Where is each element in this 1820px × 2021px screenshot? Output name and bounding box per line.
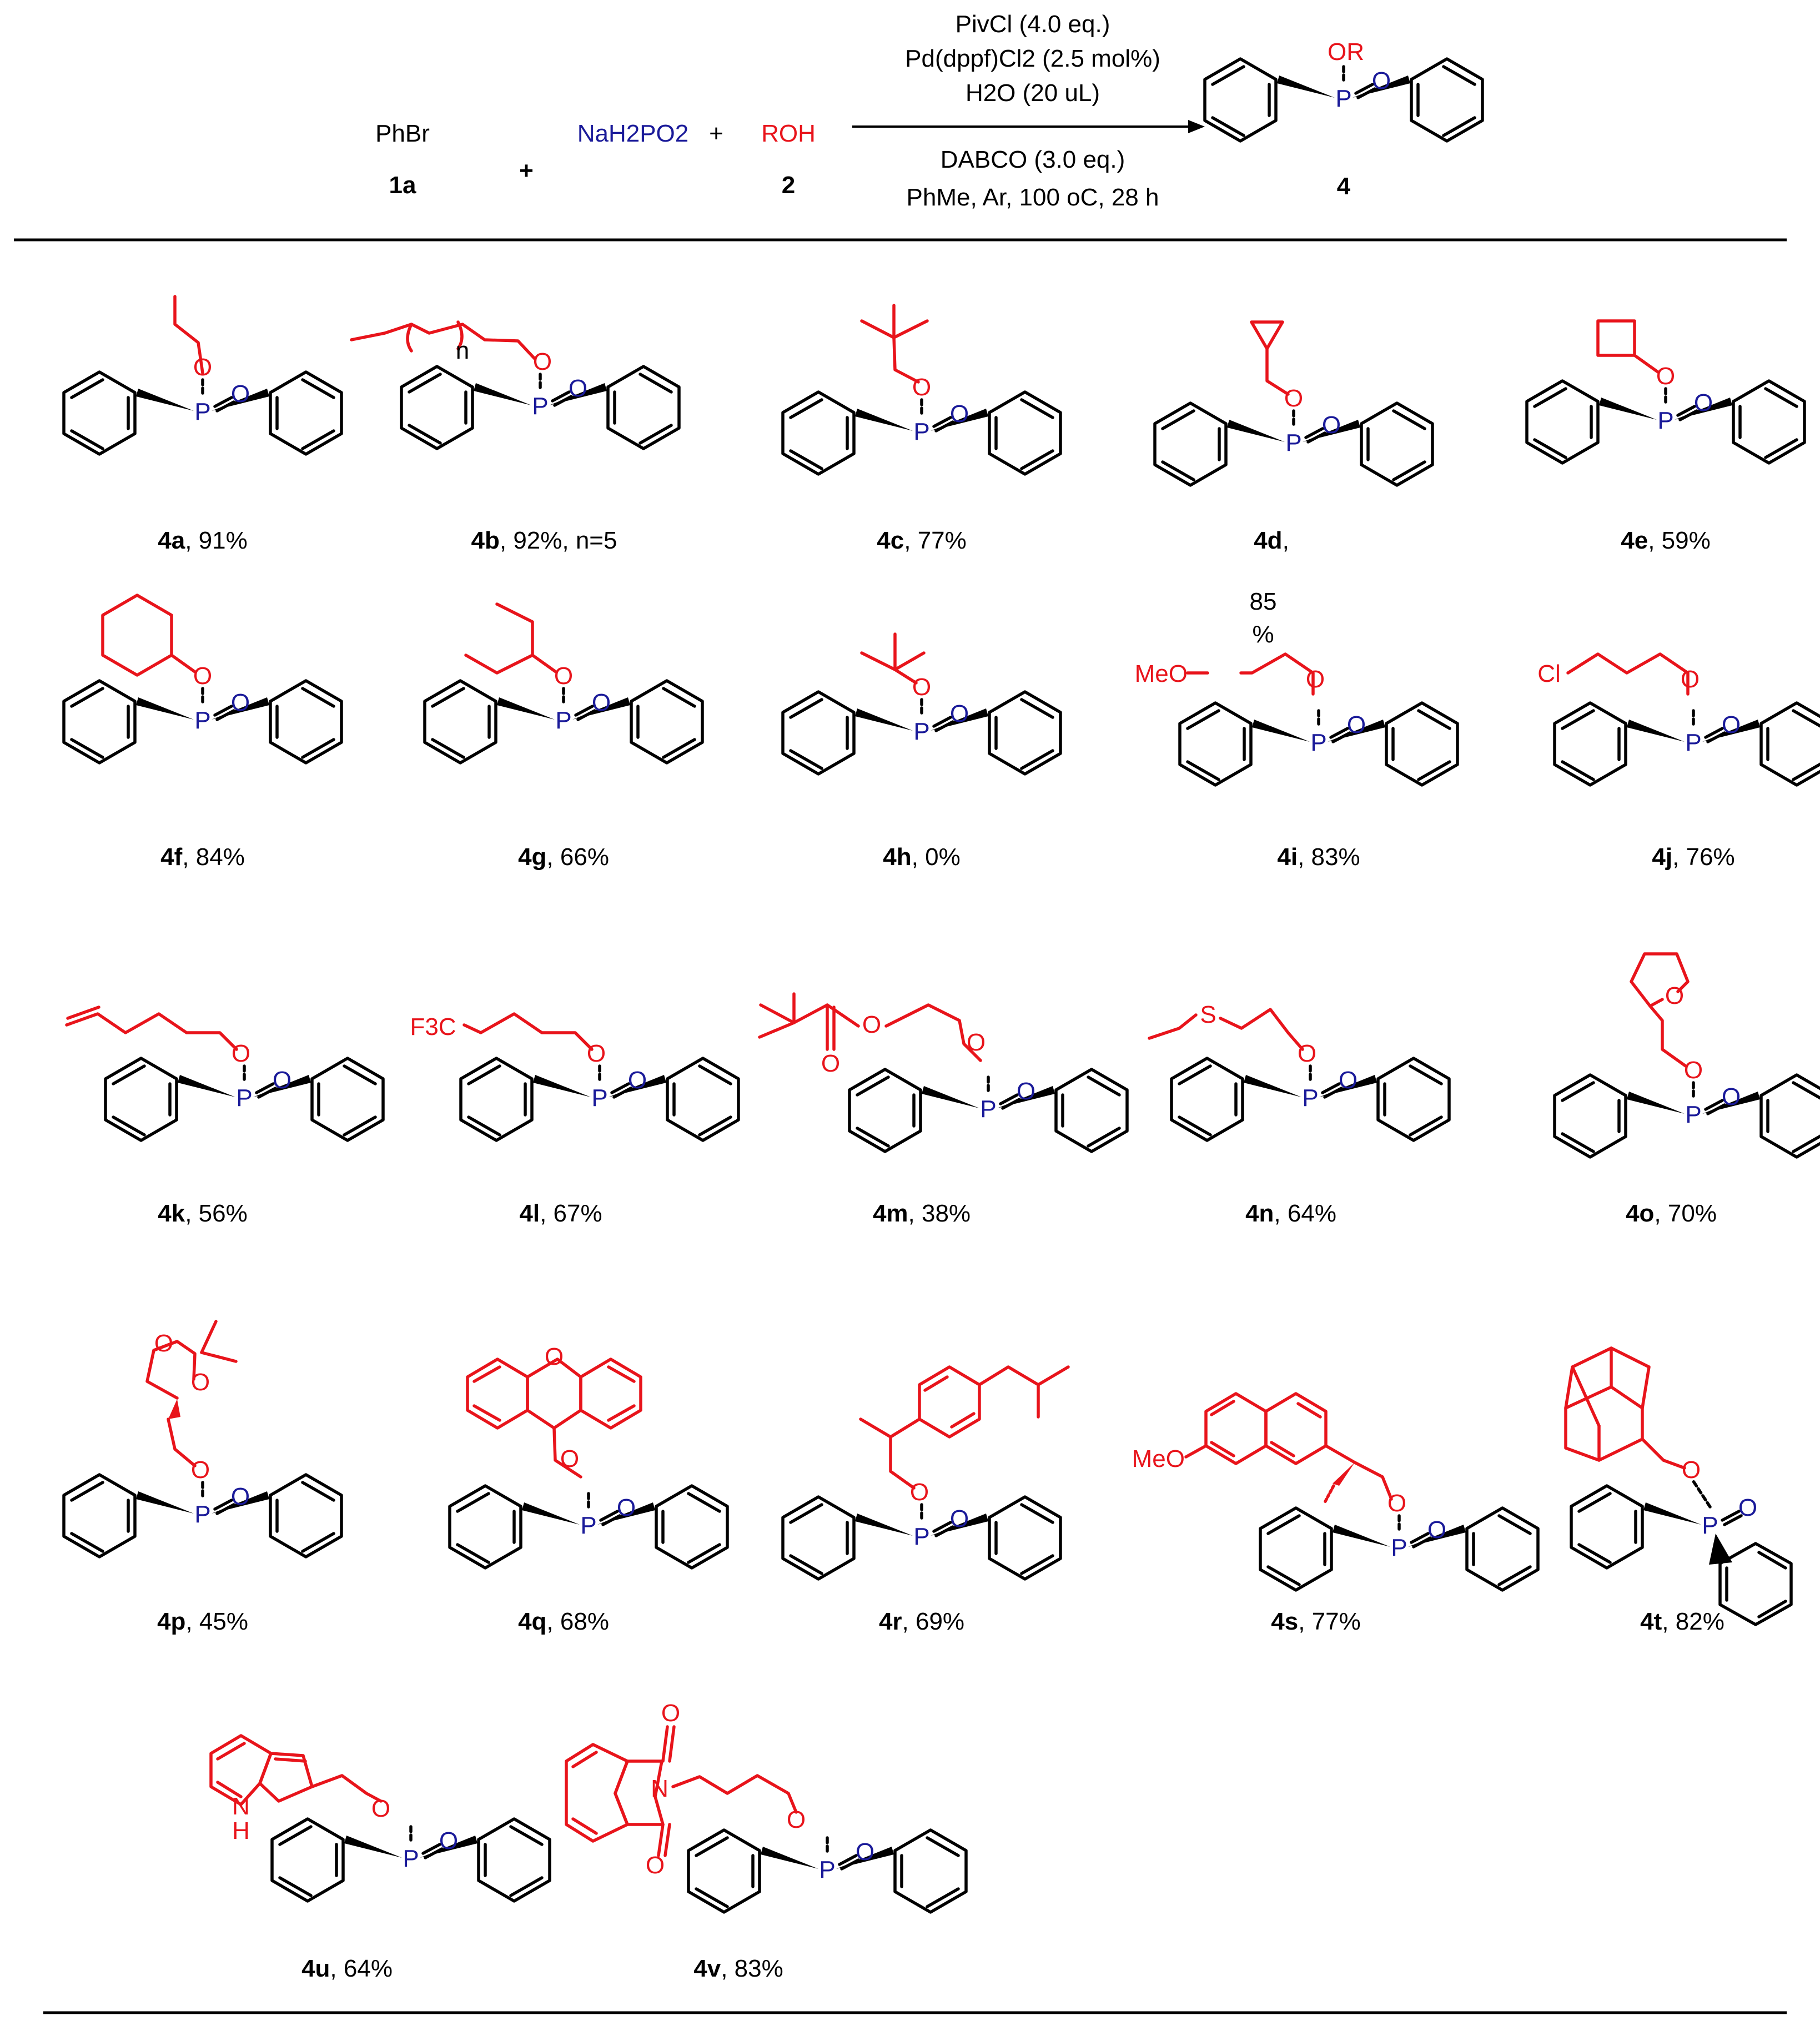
compound-label-4h: 4h, 0% [883, 843, 961, 871]
compound-4a [64, 296, 341, 454]
compound-4m [760, 994, 1127, 1152]
svg-text:P: P [236, 1084, 253, 1112]
svg-text:O: O [532, 348, 552, 375]
svg-text:O: O [1371, 67, 1391, 94]
svg-text:P: P [1302, 1084, 1319, 1112]
compound-label-4b: 4b, 92%, n=5 [471, 527, 617, 554]
svg-text:O: O [1346, 711, 1366, 738]
compound-label-4u: 4u, 64% [301, 1955, 393, 1982]
svg-text:O: O [949, 1505, 969, 1532]
svg-text:O: O [193, 662, 213, 690]
compound-label-4d: 4d, [1254, 527, 1289, 554]
svg-text:O: O [1305, 666, 1325, 693]
plus-sign: + [519, 157, 534, 184]
compound-4k [67, 1007, 383, 1140]
svg-text:O: O [560, 1445, 580, 1472]
compound-label-4q: 4q, 68% [518, 1608, 609, 1635]
condition-line: DABCO (3.0 eq.) [940, 146, 1125, 173]
svg-text:O: O [439, 1827, 459, 1854]
svg-text:n: n [455, 337, 470, 364]
svg-text:P: P [591, 1084, 608, 1112]
svg-text:O: O [371, 1795, 391, 1822]
compound-4n [1149, 1001, 1449, 1140]
svg-text:P: P [194, 1501, 211, 1528]
compound-label-4v: 4v, 83% [693, 1955, 783, 1982]
svg-text:P: P [532, 393, 549, 420]
svg-text:O: O [1387, 1490, 1407, 1517]
compound-label-4n: 4n, 64% [1245, 1200, 1336, 1227]
condition-line: PhMe, Ar, 100 oC, 28 h [906, 184, 1159, 211]
compound-4q [450, 1343, 727, 1568]
svg-text:P: P [913, 418, 930, 445]
svg-text:P: P [1657, 407, 1674, 434]
svg-text:O: O [154, 1330, 174, 1357]
compound-4o [1555, 954, 1820, 1157]
compound-label-4e: 4e, 59% [1621, 527, 1711, 554]
compound-label-4j: 4j, 76% [1652, 843, 1735, 871]
compound-4t [1566, 1348, 1791, 1625]
reactant-sodium-hypophosphite: NaH2PO2 [577, 120, 689, 147]
compound-4s [1132, 1394, 1538, 1590]
svg-text:O: O [786, 1806, 806, 1833]
compound-4j [1537, 654, 1820, 785]
compound-4u [211, 1736, 550, 1901]
svg-text:O: O [554, 662, 574, 690]
compound-label-4i: 4i, 83% [1277, 843, 1360, 871]
compound-4c [783, 305, 1060, 474]
svg-text:O: O [586, 1040, 606, 1067]
compound-label-4m: 4m, 38% [872, 1200, 971, 1227]
compound-label-4l: 4l, 67% [519, 1200, 602, 1227]
product-general-structure [1205, 38, 1482, 141]
svg-text:P: P [580, 1512, 597, 1539]
compound-4i [1135, 654, 1457, 785]
svg-text:O: O [949, 400, 969, 428]
condition-line: H2O (20 uL) [965, 79, 1100, 107]
svg-text:O: O [190, 1369, 210, 1396]
reactant-alcohol: ROH [761, 120, 816, 147]
svg-text:P: P [1285, 429, 1302, 456]
svg-text:O: O [1321, 411, 1341, 439]
compound-label-4d-yield-percent: % [1252, 621, 1274, 648]
svg-text:O: O [544, 1343, 564, 1370]
svg-text:N: N [651, 1775, 668, 1802]
svg-text:O: O [190, 1456, 210, 1484]
svg-text:O: O [912, 673, 932, 701]
reactant-alcohol-id: 2 [781, 172, 796, 199]
reaction-header [375, 11, 1482, 211]
svg-text:O: O [1284, 385, 1304, 412]
compound-label-4a: 4a, 91% [158, 527, 248, 554]
compound-4v [566, 1700, 966, 1912]
svg-text:O: O [1680, 666, 1700, 693]
product-id: 4 [1336, 173, 1351, 200]
condition-line: PivCl (4.0 eq.) [955, 11, 1110, 38]
svg-text:H: H [232, 1817, 250, 1844]
svg-text:N: N [232, 1793, 250, 1820]
reaction-arrowhead [1188, 120, 1205, 133]
svg-text:O: O [821, 1050, 841, 1077]
svg-text:O: O [616, 1494, 636, 1521]
svg-text:O: O [645, 1852, 665, 1879]
svg-text:O: O [862, 1011, 882, 1038]
svg-text:P: P [1685, 1101, 1702, 1128]
svg-text:O: O [661, 1700, 681, 1727]
compound-label-4o: 4o, 70% [1626, 1200, 1717, 1227]
svg-text:O: O [230, 380, 250, 408]
svg-text:P: P [403, 1845, 419, 1872]
compound-label-4s: 4s, 77% [1271, 1608, 1361, 1635]
svg-text:P: P [555, 707, 572, 734]
svg-text:P: P [1310, 729, 1327, 756]
svg-text:O: O [1427, 1516, 1447, 1544]
svg-text:P: P [194, 398, 211, 425]
compound-label-4c: 4c, 77% [877, 527, 967, 554]
reactant-phbr: PhBr [375, 120, 430, 147]
svg-text:O: O [231, 1040, 251, 1067]
svg-text:P: P [913, 718, 930, 745]
svg-text:O: O [1721, 1083, 1741, 1110]
compound-label-4r: 4r, 69% [878, 1608, 965, 1635]
svg-text:O: O [230, 689, 250, 716]
svg-text:O: O [966, 1029, 986, 1056]
svg-text:O: O [1693, 389, 1713, 416]
svg-text:O: O [949, 700, 969, 727]
compound-4f [64, 595, 341, 763]
svg-text:P: P [980, 1095, 997, 1123]
plus-sign: + [709, 120, 723, 147]
svg-text:P: P [819, 1856, 836, 1883]
compound-label-4f: 4f, 84% [160, 843, 245, 871]
compound-4b [351, 322, 679, 449]
svg-text:O: O [1738, 1494, 1758, 1521]
svg-text:P: P [913, 1523, 930, 1550]
svg-text:OR: OR [1328, 38, 1364, 66]
svg-text:O: O [909, 1479, 929, 1506]
svg-text:F3C: F3C [410, 1013, 456, 1040]
compound-4g [425, 604, 702, 763]
condition-line: Pd(dppf)Cl2 (2.5 mol%) [905, 45, 1160, 72]
svg-text:O: O [1721, 711, 1741, 738]
svg-text:MeO: MeO [1134, 660, 1188, 687]
svg-text:MeO: MeO [1132, 1445, 1185, 1472]
compound-4l [410, 1013, 738, 1140]
svg-text:O: O [1683, 1057, 1703, 1084]
compound-label-4p: 4p, 45% [157, 1608, 248, 1635]
svg-text:O: O [912, 374, 932, 401]
svg-text:O: O [193, 354, 213, 381]
svg-text:P: P [1685, 729, 1702, 756]
svg-text:O: O [627, 1067, 647, 1094]
compound-label-4d-yield: 85 [1249, 588, 1277, 615]
compound-label-4k: 4k, 56% [158, 1200, 248, 1227]
svg-text:O: O [1656, 363, 1676, 390]
svg-text:O: O [1665, 982, 1685, 1009]
svg-text:O: O [591, 689, 611, 716]
svg-text:O: O [1681, 1456, 1701, 1484]
svg-text:P: P [1702, 1512, 1718, 1539]
svg-text:P: P [194, 707, 211, 734]
compound-4d [1155, 322, 1432, 485]
svg-text:O: O [230, 1483, 250, 1510]
compound-4e [1527, 321, 1804, 463]
compound-label-4g: 4g, 66% [518, 843, 609, 871]
compound-label-4t: 4t, 82% [1640, 1608, 1725, 1635]
svg-text:O: O [1297, 1040, 1317, 1067]
compound-4r [783, 1367, 1068, 1579]
svg-text:Cl: Cl [1537, 660, 1561, 687]
svg-text:P: P [1391, 1534, 1407, 1561]
svg-text:O: O [855, 1838, 875, 1866]
svg-text:S: S [1200, 1001, 1216, 1028]
svg-text:O: O [1016, 1078, 1036, 1105]
svg-text:O: O [568, 375, 588, 402]
svg-text:O: O [272, 1067, 292, 1094]
svg-text:O: O [1338, 1067, 1358, 1094]
svg-text:P: P [1335, 85, 1352, 112]
compound-4p [64, 1321, 341, 1557]
compound-4h [783, 634, 1060, 774]
reactant-phbr-id: 1a [389, 172, 416, 199]
